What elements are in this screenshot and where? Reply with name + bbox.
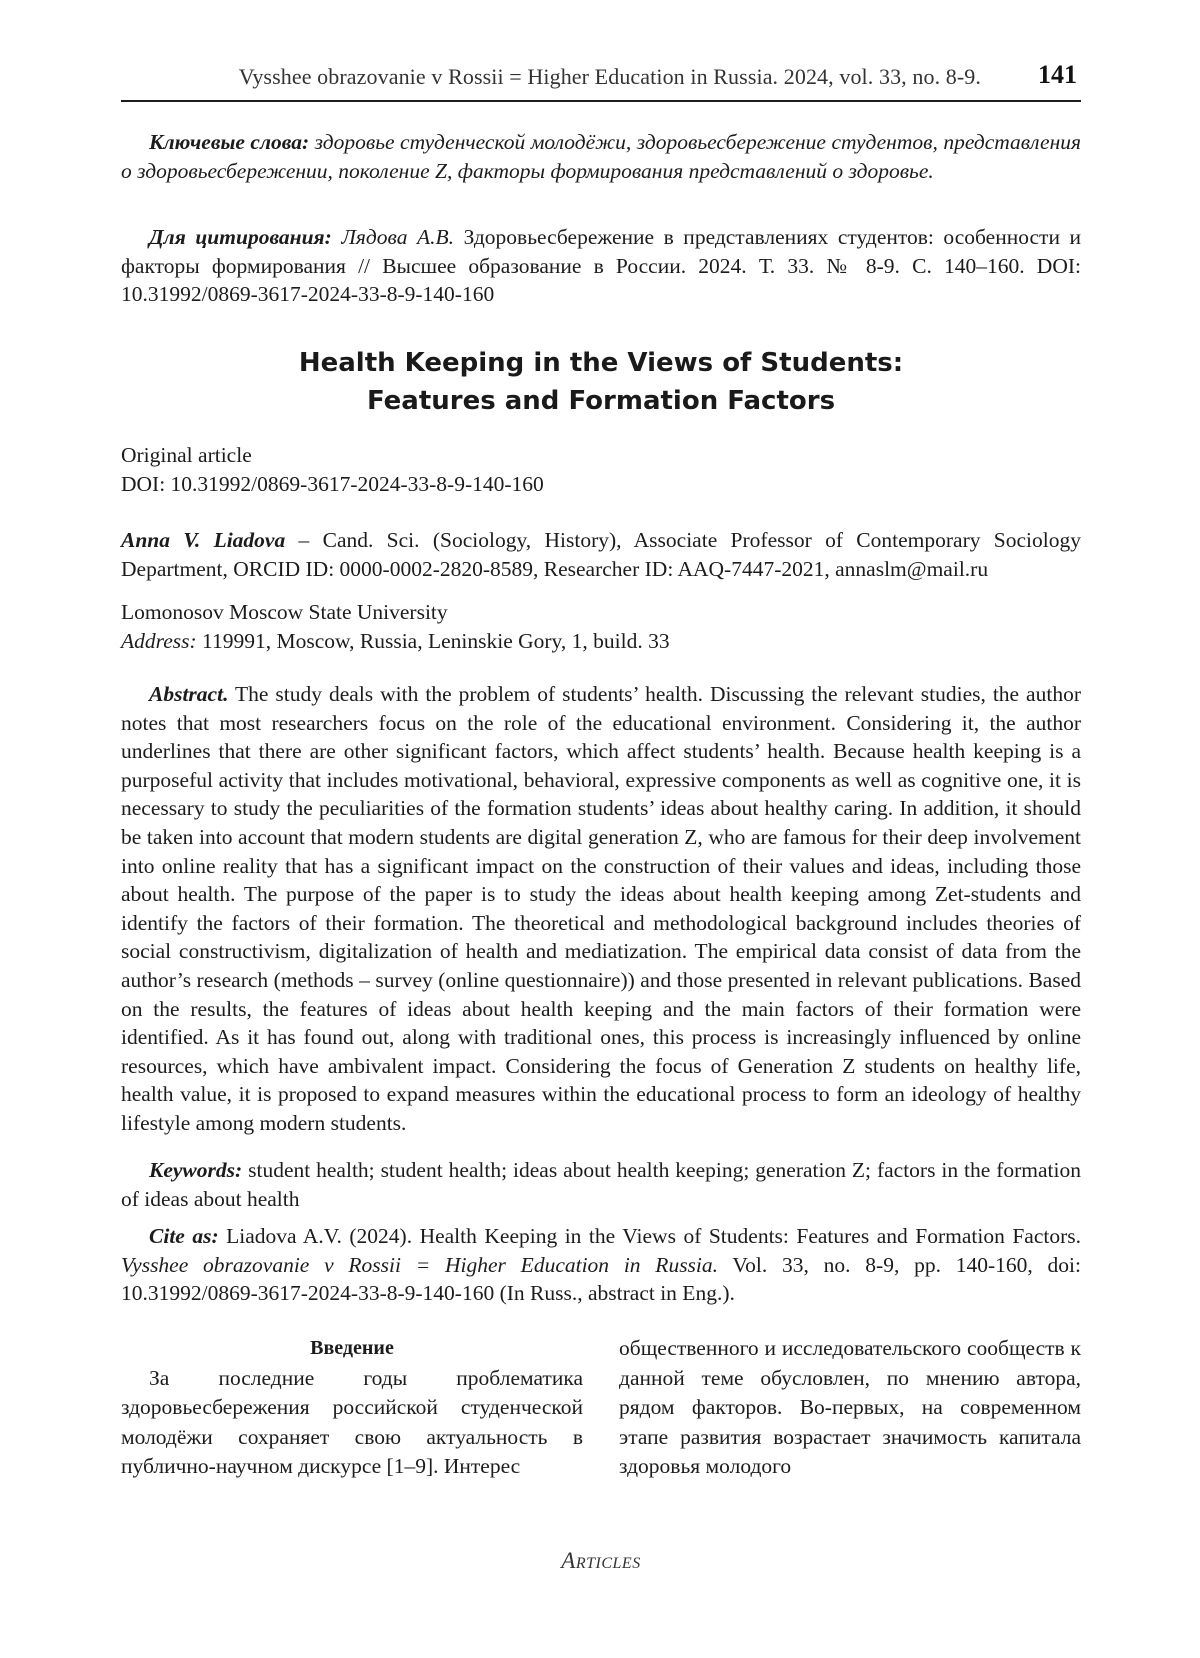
english-keywords — [121, 1156, 1081, 1213]
intro-paragraph-left: За последние годы проблематика здоровьесбережения российской студенческой молодёжи сохраняет свою актуальность в публично-научном дискурсе [1–9]. Интерес — [121, 1365, 583, 1478]
footer-section-label: Articles — [561, 1548, 641, 1573]
address-text: 119991, Moscow, Russia, Leninskie Gory, 1, build. 33 — [196, 629, 670, 653]
english-keywords-label: Keywords: — [149, 1158, 243, 1182]
author-name: Anna V. Liadova — [121, 528, 286, 552]
english-citation — [121, 1222, 1081, 1308]
english-citation-label: Cite as: — [149, 1224, 219, 1248]
intro-left-column — [121, 1334, 583, 1482]
intro-right-column — [619, 1334, 1081, 1482]
russian-keywords — [121, 128, 1081, 185]
abstract-label: Abstract. — [149, 682, 229, 706]
article-title-line-1: Health Keeping in the Views of Students: — [298, 348, 904, 378]
english-citation-text-end: Vol. 33, no. 8-9, pp. 140-160, doi: 10.31992/0869-3617-2024-33-8-9-140-160 (In Russ., abstract in Eng.). — [121, 1252, 1081, 1306]
english-keywords-text: student health; student health; ideas about health keeping; generation Z; factors in the formation of ideas about health — [121, 1158, 1081, 1211]
author-info — [121, 526, 1081, 584]
address-line — [121, 627, 1081, 656]
running-header — [121, 60, 1081, 102]
article-title-line-2: Features and Formation Factors — [366, 386, 836, 416]
affiliation — [121, 598, 1081, 656]
university-name: Lomonosov Moscow State University — [121, 600, 448, 624]
journal-title: Vysshee obrazovanie v Rossii = Higher Education in Russia. 2024, vol. 33, no. 8-9. — [238, 64, 981, 89]
english-citation-journal: Vysshee obrazovanie v Rossii = Higher Education in Russia. — [121, 1252, 719, 1277]
russian-citation-label: Для цитирования: — [149, 225, 332, 249]
russian-citation — [121, 223, 1081, 309]
page — [121, 0, 1081, 1658]
russian-citation-text: Здоровьесбережение в представлениях студентов: особенности и факторы формирования // Высшее образование в России. 2024. Т. 33. № 8-9. С. 140–160. DOI: 10.31992/0869-3617-2024-33-8-9-140-160 — [121, 225, 1082, 306]
article-type: Original article — [121, 443, 252, 467]
article-doi: DOI: 10.31992/0869-3617-2024-33-8-9-140-160 — [121, 472, 544, 496]
english-citation-text: Liadova A.V. (2024). Health Keeping in the Views of Students: Features and Formation Factors. — [218, 1224, 1081, 1248]
address-label: Address: — [121, 629, 197, 653]
author-details: – Cand. Sci. (Sociology, History), Associate Professor of Contemporary Sociology Department, ORCID ID: 0000-0002-2820-8589, Researcher ID: AAQ-7447-2021, annaslm@mail.ru — [121, 528, 1081, 581]
intro-paragraph-right: общественного и исследовательского сообществ к данной теме обусловлен, по мнению автора, рядом факторов. Во-первых, на современном этапе развития возрастает значимость капитала здоровья молодого — [619, 1336, 1081, 1478]
abstract — [121, 680, 1081, 1138]
russian-citation-author: Лядова А.В. — [341, 225, 455, 249]
russian-keywords-text: здоровье студенческой молодёжи, здоровьесбережение студентов, представления о здоровьесбережении, поколение Z, факторы формирования представлений о здоровье. — [121, 130, 1081, 183]
article-title — [121, 344, 1081, 420]
russian-keywords-label: Ключевые слова: — [149, 130, 310, 154]
page-number: 141 — [1038, 60, 1077, 89]
section-heading: Введение — [310, 1337, 394, 1359]
abstract-text: The study deals with the problem of students’ health. Discussing the relevant studies, the author notes that most researchers focus on the role of the educational environment. Considering it, the author underlines that there are other significant factors, which affect students’ health. Because health keeping is a purposeful activity that includes motivational, behavioral, expressive components as well as cognitive one, it is necessary to study the peculiarities of the formation students’ ideas about healthy caring. In addition, it should be taken into account that modern students are digital generation Z, who are famous for their deep involvement into online reality that has a significant impact on the construction of their values and ideas, including those about health. The purpose of the paper is to study the ideas about health keeping among Zet-students and identify the factors of their formation. The theoretical and methodological background includes theories of social constructivism, digitalization of health and mediatization. The empirical data consist of data from the author’s research (methods – survey (online questionnaire)) and those presented in relevant publications. Based on the results, the features of ideas about health keeping and the main factors of their formation were identified. As it has found out, along with traditional ones, this process is increasingly influenced by online resources, which have ambivalent impact. Considering the focus of Generation Z students on healthy life, health value, it is proposed to expand measures within the educational process to form an ideology of healthy lifestyle among modern students. — [121, 682, 1081, 1135]
article-meta — [121, 441, 1081, 499]
